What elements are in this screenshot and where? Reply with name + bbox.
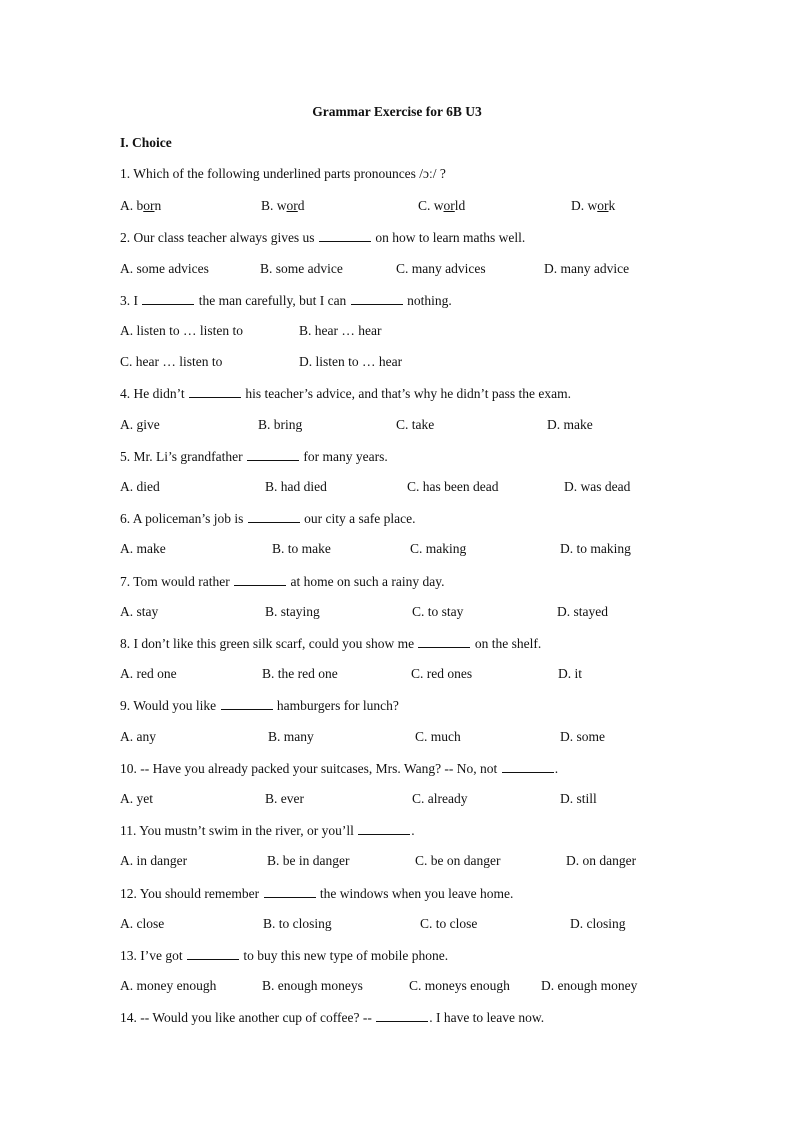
q10-option-b: B. ever bbox=[265, 791, 304, 806]
q13-option-a: A. money enough bbox=[120, 978, 217, 993]
question-3: 3. I the man carefully, but I can nothing. bbox=[120, 293, 452, 308]
question-1: 1. Which of the following underlined parts pronounces /ɔː/ ? bbox=[120, 166, 446, 181]
answer-blank bbox=[418, 635, 470, 648]
q13-option-b: B. enough moneys bbox=[262, 978, 363, 993]
question-12: 12. You should remember the windows when you leave home. bbox=[120, 886, 514, 901]
answer-blank bbox=[264, 885, 316, 898]
answer-blank bbox=[502, 760, 554, 773]
question-11: 11. You mustn’t swim in the river, or you’ll . bbox=[120, 823, 415, 838]
q9-option-b: B. many bbox=[268, 729, 314, 744]
answer-blank bbox=[319, 229, 371, 242]
q1-option-d: D. work bbox=[571, 198, 616, 213]
question-7: 7. Tom would rather at home on such a rainy day. bbox=[120, 574, 445, 589]
q7-option-c: C. to stay bbox=[412, 604, 464, 619]
q4-option-a: A. give bbox=[120, 417, 160, 432]
q10-option-d: D. still bbox=[560, 791, 597, 806]
q4-option-d: D. make bbox=[547, 417, 593, 432]
q13-option-c: C. moneys enough bbox=[409, 978, 510, 993]
question-13: 13. I’ve got to buy this new type of mobile phone. bbox=[120, 948, 449, 963]
q8-option-c: C. red ones bbox=[411, 666, 473, 681]
q6-option-a: A. make bbox=[120, 541, 166, 556]
q2-option-a: A. some advices bbox=[120, 261, 209, 276]
question-4: 4. He didn’t his teacher’s advice, and that’s why he didn’t pass the exam. bbox=[120, 386, 572, 401]
q5-option-b: B. had died bbox=[265, 479, 327, 494]
q9-option-c: C. much bbox=[415, 729, 461, 744]
answer-blank bbox=[351, 292, 403, 305]
q3-option-a: A. listen to … listen to bbox=[120, 323, 243, 338]
question-10: 10. -- Have you already packed your suitcases, Mrs. Wang? -- No, not . bbox=[120, 761, 559, 776]
q13-option-d: D. enough money bbox=[541, 978, 638, 993]
q10-option-a: A. yet bbox=[120, 791, 153, 806]
q1-option-c: C. world bbox=[418, 198, 466, 213]
answer-blank bbox=[234, 573, 286, 586]
q12-option-a: A. close bbox=[120, 916, 165, 931]
answer-blank bbox=[358, 822, 410, 835]
q8-option-a: A. red one bbox=[120, 666, 177, 681]
q2-option-d: D. many advice bbox=[544, 261, 630, 276]
q3-option-c: C. hear … listen to bbox=[120, 354, 223, 369]
q3-option-b: B. hear … hear bbox=[299, 323, 382, 338]
question-2: 2. Our class teacher always gives us on how to learn maths well. bbox=[120, 230, 526, 245]
q8-option-b: B. the red one bbox=[262, 666, 338, 681]
q6-option-d: D. to making bbox=[560, 541, 631, 556]
q11-option-c: C. be on danger bbox=[415, 853, 501, 868]
q5-option-c: C. has been dead bbox=[407, 479, 499, 494]
q11-option-d: D. on danger bbox=[566, 853, 637, 868]
q2-option-c: C. many advices bbox=[396, 261, 486, 276]
q10-option-c: C. already bbox=[412, 791, 468, 806]
q5-option-a: A. died bbox=[120, 479, 160, 494]
q6-option-b: B. to make bbox=[272, 541, 331, 556]
q8-option-d: D. it bbox=[558, 666, 583, 681]
q9-option-d: D. some bbox=[560, 729, 605, 744]
q3-option-d: D. listen to … hear bbox=[299, 354, 403, 369]
q7-option-d: D. stayed bbox=[557, 604, 608, 619]
q9-option-a: A. any bbox=[120, 729, 156, 744]
q1-option-a: A. born bbox=[120, 198, 162, 213]
q11-option-b: B. be in danger bbox=[267, 853, 350, 868]
question-6: 6. A policeman’s job is our city a safe place. bbox=[120, 511, 416, 526]
answer-blank bbox=[189, 385, 241, 398]
q4-option-b: B. bring bbox=[258, 417, 303, 432]
question-8: 8. I don’t like this green silk scarf, could you show me on the shelf. bbox=[120, 636, 542, 651]
q1-option-b: B. word bbox=[261, 198, 305, 213]
q7-option-b: B. staying bbox=[265, 604, 320, 619]
question-9: 9. Would you like hamburgers for lunch? bbox=[120, 698, 399, 713]
q7-option-a: A. stay bbox=[120, 604, 159, 619]
page-title: Grammar Exercise for 6B U3 bbox=[312, 104, 482, 119]
question-14: 14. -- Would you like another cup of coffee? -- . I have to leave now. bbox=[120, 1010, 545, 1025]
q12-option-d: D. closing bbox=[570, 916, 626, 931]
q11-option-a: A. in danger bbox=[120, 853, 188, 868]
q12-option-b: B. to closing bbox=[263, 916, 332, 931]
answer-blank bbox=[142, 292, 194, 305]
section-heading: I. Choice bbox=[120, 135, 172, 150]
q12-option-c: C. to close bbox=[420, 916, 478, 931]
q4-option-c: C. take bbox=[396, 417, 435, 432]
answer-blank bbox=[187, 947, 239, 960]
answer-blank bbox=[221, 697, 273, 710]
answer-blank bbox=[247, 448, 299, 461]
q6-option-c: C. making bbox=[410, 541, 467, 556]
q2-option-b: B. some advice bbox=[260, 261, 343, 276]
question-5: 5. Mr. Li’s grandfather for many years. bbox=[120, 449, 388, 464]
answer-blank bbox=[248, 510, 300, 523]
q5-option-d: D. was dead bbox=[564, 479, 631, 494]
answer-blank bbox=[376, 1009, 428, 1022]
